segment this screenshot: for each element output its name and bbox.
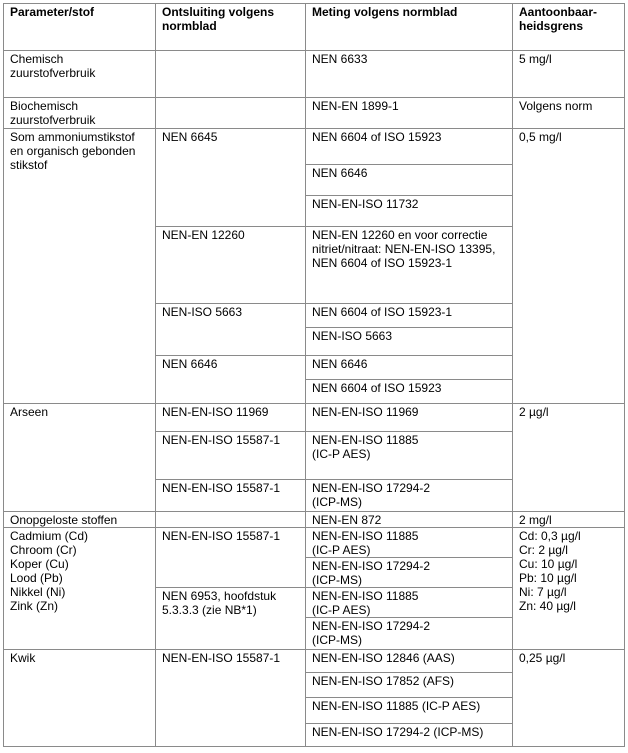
- meting-cell: NEN-EN-ISO 11732: [306, 196, 513, 227]
- meting-cell: NEN 6633: [306, 51, 513, 98]
- meting-cell: NEN-EN-ISO 12846 (AAS): [306, 650, 513, 673]
- header-meting: Meting volgens normblad: [306, 4, 513, 51]
- param-cell: Arseen: [4, 404, 156, 512]
- ontsluiting-cell: NEN-EN-ISO 15587-1: [156, 480, 306, 512]
- grens-cell: 2 mg/l: [513, 512, 625, 528]
- grens-cell: 0,5 mg/l: [513, 129, 625, 404]
- param-cell: Cadmium (Cd) Chroom (Cr) Koper (Cu) Lood (Pb) Nikkel (Ni) Zink (Zn): [4, 528, 156, 650]
- table-row: [4, 129, 625, 165]
- param-cell: Chemisch zuurstofverbruik: [4, 51, 156, 98]
- meting-cell: NEN-EN-ISO 17294-2 (ICP-MS): [306, 480, 513, 512]
- param-cell: Som ammoniumstikstof en organisch gebonden stikstof: [4, 129, 156, 404]
- ontsluiting-cell: NEN 6645: [156, 129, 306, 227]
- param-cell: Biochemisch zuurstofverbruik: [4, 98, 156, 129]
- table-row: [4, 528, 625, 558]
- meting-cell: NEN-EN-ISO 17294-2 (ICP-MS): [306, 724, 513, 747]
- meting-cell: NEN-EN-ISO 11885 (IC-P AES): [306, 698, 513, 724]
- meting-cell: NEN-EN-ISO 11885 (IC-P AES): [306, 528, 513, 558]
- table-row: [4, 404, 625, 432]
- ontsluiting-cell: [156, 98, 306, 129]
- header-parameter: Parameter/stof: [4, 4, 156, 51]
- norm-table: [3, 3, 625, 747]
- grens-cell: Volgens norm: [513, 98, 625, 129]
- ontsluiting-cell: NEN-EN-ISO 15587-1: [156, 650, 306, 747]
- table-row: [4, 512, 625, 528]
- table-row: [4, 98, 625, 129]
- meting-cell: NEN 6604 of ISO 15923: [306, 129, 513, 165]
- header-ontsluiting: Ontsluiting volgens normblad: [156, 4, 306, 51]
- meting-cell: NEN-EN-ISO 11885 (IC-P AES): [306, 432, 513, 480]
- meting-cell: NEN 6646: [306, 165, 513, 196]
- param-cell: Kwik: [4, 650, 156, 747]
- meting-cell: NEN 6646: [306, 356, 513, 380]
- ontsluiting-cell: NEN 6953, hoofdstuk 5.3.3.3 (zie NB*1): [156, 588, 306, 650]
- meting-cell: NEN-EN-ISO 17852 (AFS): [306, 673, 513, 698]
- ontsluiting-cell: NEN-EN 12260: [156, 227, 306, 304]
- ontsluiting-cell: [156, 512, 306, 528]
- meting-cell: NEN-EN 872: [306, 512, 513, 528]
- meting-cell: NEN-ISO 5663: [306, 328, 513, 356]
- ontsluiting-cell: NEN 6646: [156, 356, 306, 404]
- grens-cell: Cd: 0,3 µg/l Cr: 2 µg/l Cu: 10 µg/l Pb: 10 µg/l Ni: 7 µg/l Zn: 40 µg/l: [513, 528, 625, 650]
- grens-cell: 0,25 µg/l: [513, 650, 625, 747]
- meting-cell: NEN-EN 12260 en voor correctie nitriet/nitraat: NEN-EN-ISO 13395, NEN 6604 of ISO 15923-1: [306, 227, 513, 304]
- meting-cell: NEN-EN-ISO 17294-2 (ICP-MS): [306, 618, 513, 650]
- table-row: [4, 51, 625, 98]
- header-row: [4, 4, 625, 51]
- header-grens: Aantoonbaar-heidsgrens: [513, 4, 625, 51]
- ontsluiting-cell: [156, 51, 306, 98]
- meting-cell: NEN-EN 1899-1: [306, 98, 513, 129]
- param-cell: Onopgeloste stoffen: [4, 512, 156, 528]
- ontsluiting-cell: NEN-EN-ISO 15587-1: [156, 432, 306, 480]
- meting-cell: NEN 6604 of ISO 15923: [306, 380, 513, 404]
- meting-cell: NEN-EN-ISO 11969: [306, 404, 513, 432]
- table-row: [4, 650, 625, 673]
- grens-cell: 2 µg/l: [513, 404, 625, 512]
- ontsluiting-cell: NEN-EN-ISO 11969: [156, 404, 306, 432]
- grens-cell: 5 mg/l: [513, 51, 625, 98]
- meting-cell: NEN-EN-ISO 17294-2 (ICP-MS): [306, 558, 513, 588]
- meting-cell: NEN 6604 of ISO 15923-1: [306, 304, 513, 328]
- meting-cell: NEN-EN-ISO 11885 (IC-P AES): [306, 588, 513, 618]
- ontsluiting-cell: NEN-ISO 5663: [156, 304, 306, 356]
- ontsluiting-cell: NEN-EN-ISO 15587-1: [156, 528, 306, 588]
